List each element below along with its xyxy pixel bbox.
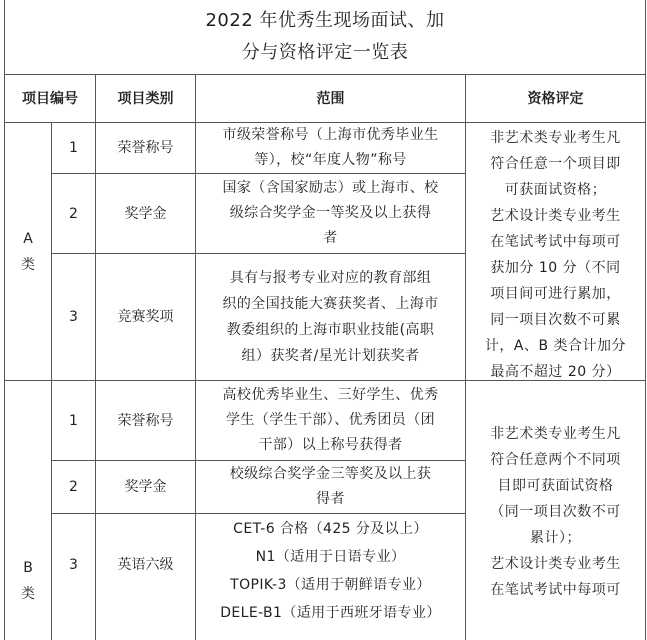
group-a-row2-category: 奖学金 <box>95 173 195 253</box>
table-title: 2022 年优秀生现场面试、加 分与资格评定一览表 <box>205 10 445 63</box>
qualification-table <box>4 0 646 640</box>
group-b-row2-category: 奖学金 <box>95 460 195 513</box>
group-a-row3-no: 3 <box>51 253 95 380</box>
header-project-no: 项目编号 <box>5 74 95 122</box>
group-a-row1-scope: 市级荣誉称号（上海市优秀毕业生 等），校“年度人物”称号 <box>195 122 465 173</box>
group-b-label: B 类 <box>5 380 51 640</box>
group-b-row1-category: 荣誉称号 <box>95 380 195 460</box>
group-a-row2-no: 2 <box>51 173 95 253</box>
group-a-label: A 类 <box>5 122 51 380</box>
group-b-row2-scope: 校级综合奖学金三等奖及以上获 得者 <box>195 460 465 513</box>
group-a-row1-no: 1 <box>51 122 95 173</box>
group-b-row3-no: 3 <box>51 513 95 640</box>
group-a-qualification: 非艺术类专业考生凡 符合任意一个项目即 可获面试资格； 艺术设计类专业考生 在笔试考试中每项可 获加分 10 分（不同 项目间可进行累加， 同一项目次数不可累 计，A、B 类合计加分 最高不超过 20 分） <box>465 122 645 380</box>
group-a-row2-scope: 国家（含国家励志）或上海市、校 级综合奖学金一等奖及以上获得 者 <box>195 173 465 253</box>
group-b-qualification: 非艺术类专业考生凡 符合任意两个不同项 目即可获面试资格 （同一项目次数不可 累计）； 艺术设计类专业考生 在笔试考试中每项可 <box>465 380 645 640</box>
header-qualification: 资格评定 <box>465 74 645 122</box>
group-b-row1-scope: 高校优秀毕业生、三好学生、优秀 学生（学生干部）、优秀团员（团 干部）以上称号获得者 <box>195 380 465 460</box>
group-a-row1-category: 荣誉称号 <box>95 122 195 173</box>
header-scope: 范围 <box>195 74 465 122</box>
group-b-row2-no: 2 <box>51 460 95 513</box>
group-b-row3-scope: CET-6 合格（425 分及以上） N1（适用于日语专业） TOPIK-3（适用于朝鲜语专业） DELE-B1（适用于西班牙语专业） <box>195 513 465 640</box>
header-category: 项目类别 <box>95 74 195 122</box>
group-a-row3-scope: 具有与报考专业对应的教育部组 织的全国技能大赛获奖者、上海市 教委组织的上海市职业技能(高职 组）获奖者/星光计划获奖者 <box>195 253 465 380</box>
group-b-row1-no: 1 <box>51 380 95 460</box>
group-b-row3-category: 英语六级 <box>95 513 195 640</box>
group-a-row3-category: 竞赛奖项 <box>95 253 195 380</box>
